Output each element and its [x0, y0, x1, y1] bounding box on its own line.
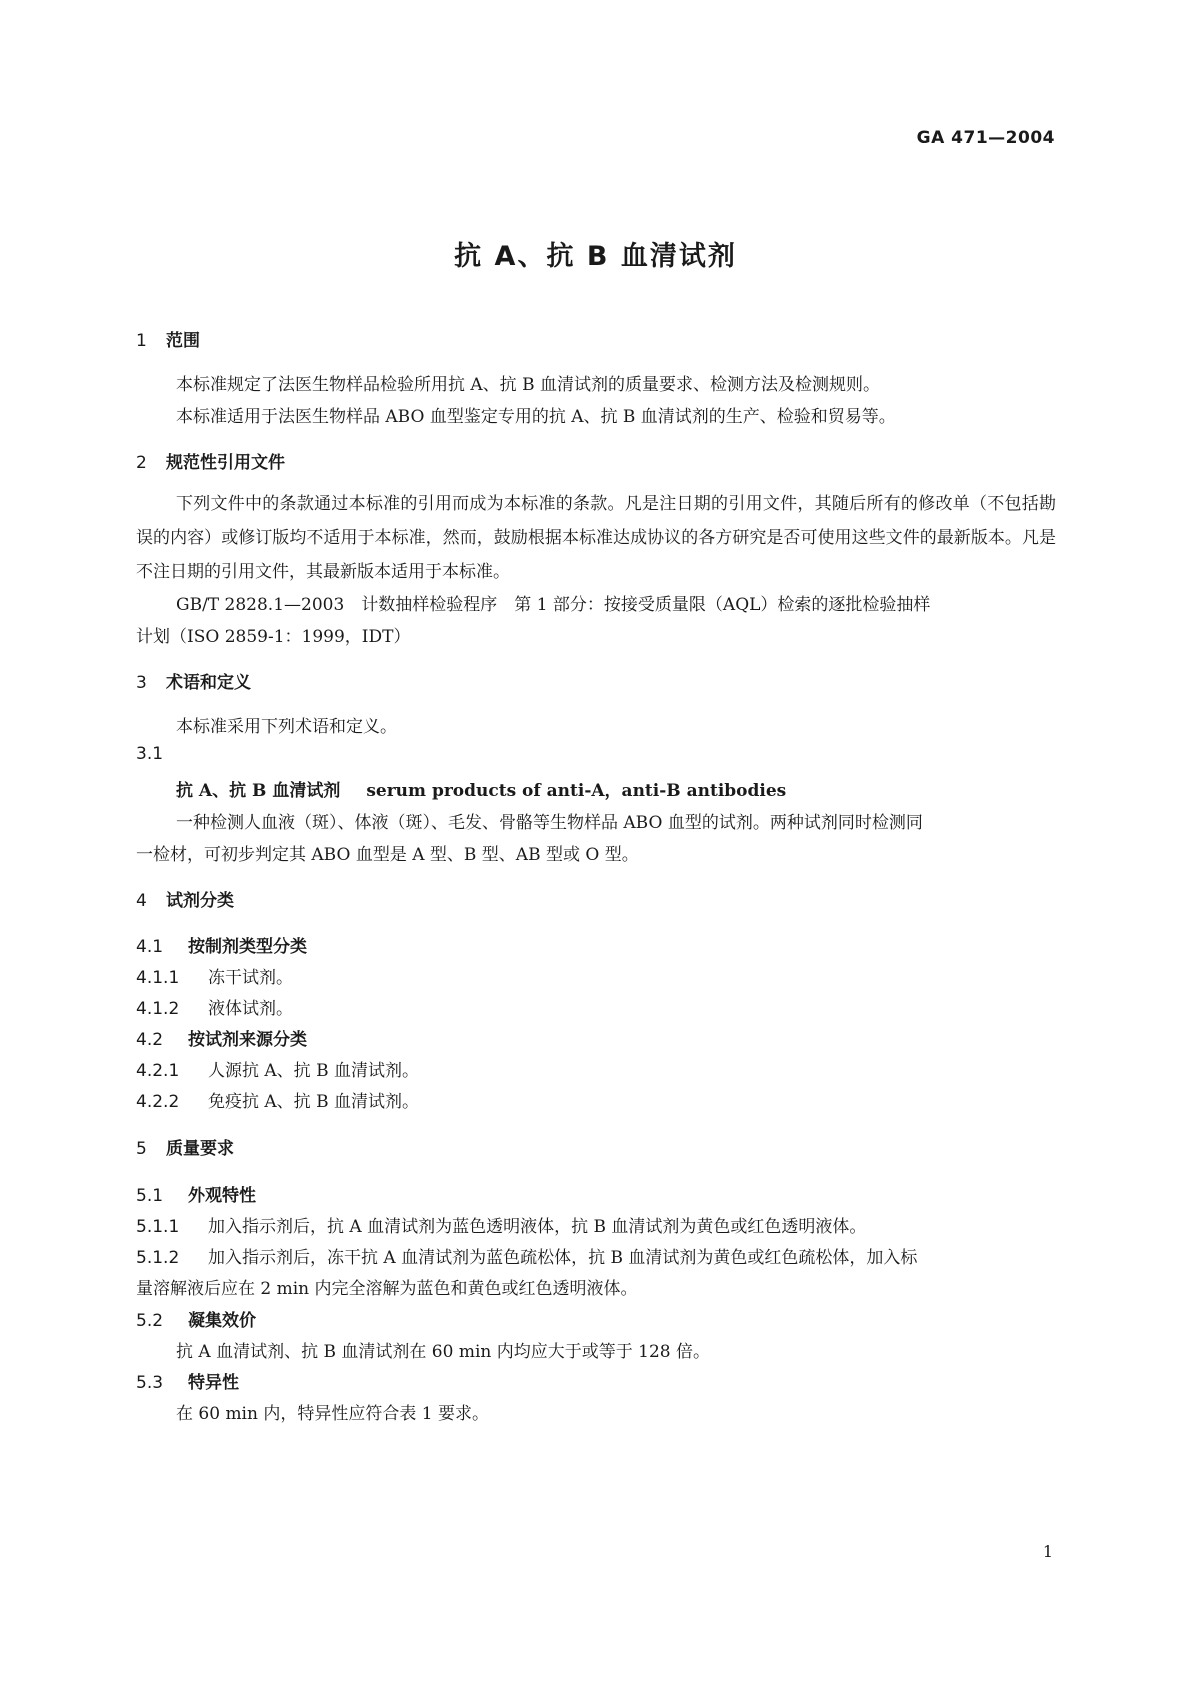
- clause-5-1-2: 5.1.2 加入指示剂后，冻干抗 A 血清试剂为蓝色疏松体，抗 B 血清试剂为黄色或红色疏松体，加入标: [136, 1248, 918, 1268]
- section-1-paragraph-1: 本标准规定了法医生物样品检验所用抗 A、抗 B 血清试剂的质量要求、检测方法及检测规则。: [176, 375, 880, 395]
- standard-number: GA 471—2004: [916, 128, 1055, 148]
- clause-5-1-1: 5.1.1 加入指示剂后，抗 A 血清试剂为蓝色透明液体，抗 B 血清试剂为黄色或红色透明液体。: [136, 1217, 867, 1237]
- definition-line-2: 一检材，可初步判定其 ABO 血型是 A 型、B 型、AB 型或 O 型。: [136, 845, 639, 865]
- subsection-4-1: 4.1 按制剂类型分类: [136, 937, 307, 957]
- reference-line-2: 计划（ISO 2859-1：1999，IDT）: [136, 627, 411, 647]
- definition-line-1: 一种检测人血液（斑）、体液（斑）、毛发、骨骼等生物样品 ABO 血型的试剂。两种试剂同时检测同: [176, 813, 923, 833]
- subsection-5-2: 5.2 凝集效价: [136, 1311, 256, 1331]
- section-label: 术语和定义: [166, 673, 251, 693]
- subsection-5-2-text: 抗 A 血清试剂、抗 B 血清试剂在 60 min 内均应大于或等于 128 倍。: [176, 1342, 710, 1362]
- section-label: 试剂分类: [166, 891, 234, 911]
- subsection-5-1: 5.1 外观特性: [136, 1186, 256, 1206]
- subsection-5-3-text: 在 60 min 内，特异性应符合表 1 要求。: [176, 1404, 489, 1424]
- clause-4-1-1: 4.1.1 冻干试剂。: [136, 968, 293, 988]
- section-4-heading: [136, 886, 234, 911]
- section-number: 1: [136, 331, 147, 351]
- section-2-paragraph: 下列文件中的条款通过本标准的引用而成为本标准的条款。凡是注日期的引用文件，其随后所有的修改单（不包括勘误的内容）或修订版均不适用于本标准，然而，鼓励根据本标准达成协议的各方研究是否可使用这些文件的最新版本。凡是不注日期的引用文件，其最新版本适用于本标准。: [136, 494, 1056, 582]
- clause-5-1-2-continued: 量溶解液后应在 2 min 内完全溶解为蓝色和黄色或红色透明液体。: [136, 1279, 638, 1299]
- term-chinese: 抗 A、抗 B 血清试剂: [176, 781, 341, 801]
- reference-line-1: GB/T 2828.1—2003 计数抽样检验程序 第 1 部分：按接受质量限（AQL）检索的逐批检验抽样: [176, 595, 931, 615]
- section-3-paragraph: 本标准采用下列术语和定义。: [176, 717, 397, 737]
- section-label: 质量要求: [166, 1139, 234, 1159]
- section-1-paragraph-2: 本标准适用于法医生物样品 ABO 血型鉴定专用的抗 A、抗 B 血清试剂的生产、检验和贸易等。: [176, 407, 896, 427]
- section-2-heading: [136, 448, 285, 473]
- section-3-heading: [136, 668, 251, 693]
- subsection-3-1-number: 3.1: [136, 744, 164, 764]
- section-1-heading: [136, 326, 200, 351]
- section-number: 3: [136, 673, 147, 693]
- clause-4-2-2: 4.2.2 免疫抗 A、抗 B 血清试剂。: [136, 1092, 419, 1112]
- section-number: 4: [136, 891, 147, 911]
- section-5-heading: [136, 1134, 234, 1159]
- section-number: 2: [136, 453, 147, 473]
- section-label: 范围: [166, 331, 200, 351]
- term-english: serum products of anti-A，anti-B antibodies: [366, 781, 787, 801]
- term-heading: [176, 776, 786, 801]
- clause-4-1-2: 4.1.2 液体试剂。: [136, 999, 293, 1019]
- document-title: 抗 A、抗 B 血清试剂: [454, 241, 737, 272]
- section-number: 5: [136, 1139, 147, 1159]
- section-label: 规范性引用文件: [166, 453, 285, 473]
- subsection-4-2: 4.2 按试剂来源分类: [136, 1030, 307, 1050]
- clause-4-2-1: 4.2.1 人源抗 A、抗 B 血清试剂。: [136, 1061, 419, 1081]
- page-number: 1: [1042, 1542, 1053, 1561]
- subsection-5-3: 5.3 特异性: [136, 1373, 239, 1393]
